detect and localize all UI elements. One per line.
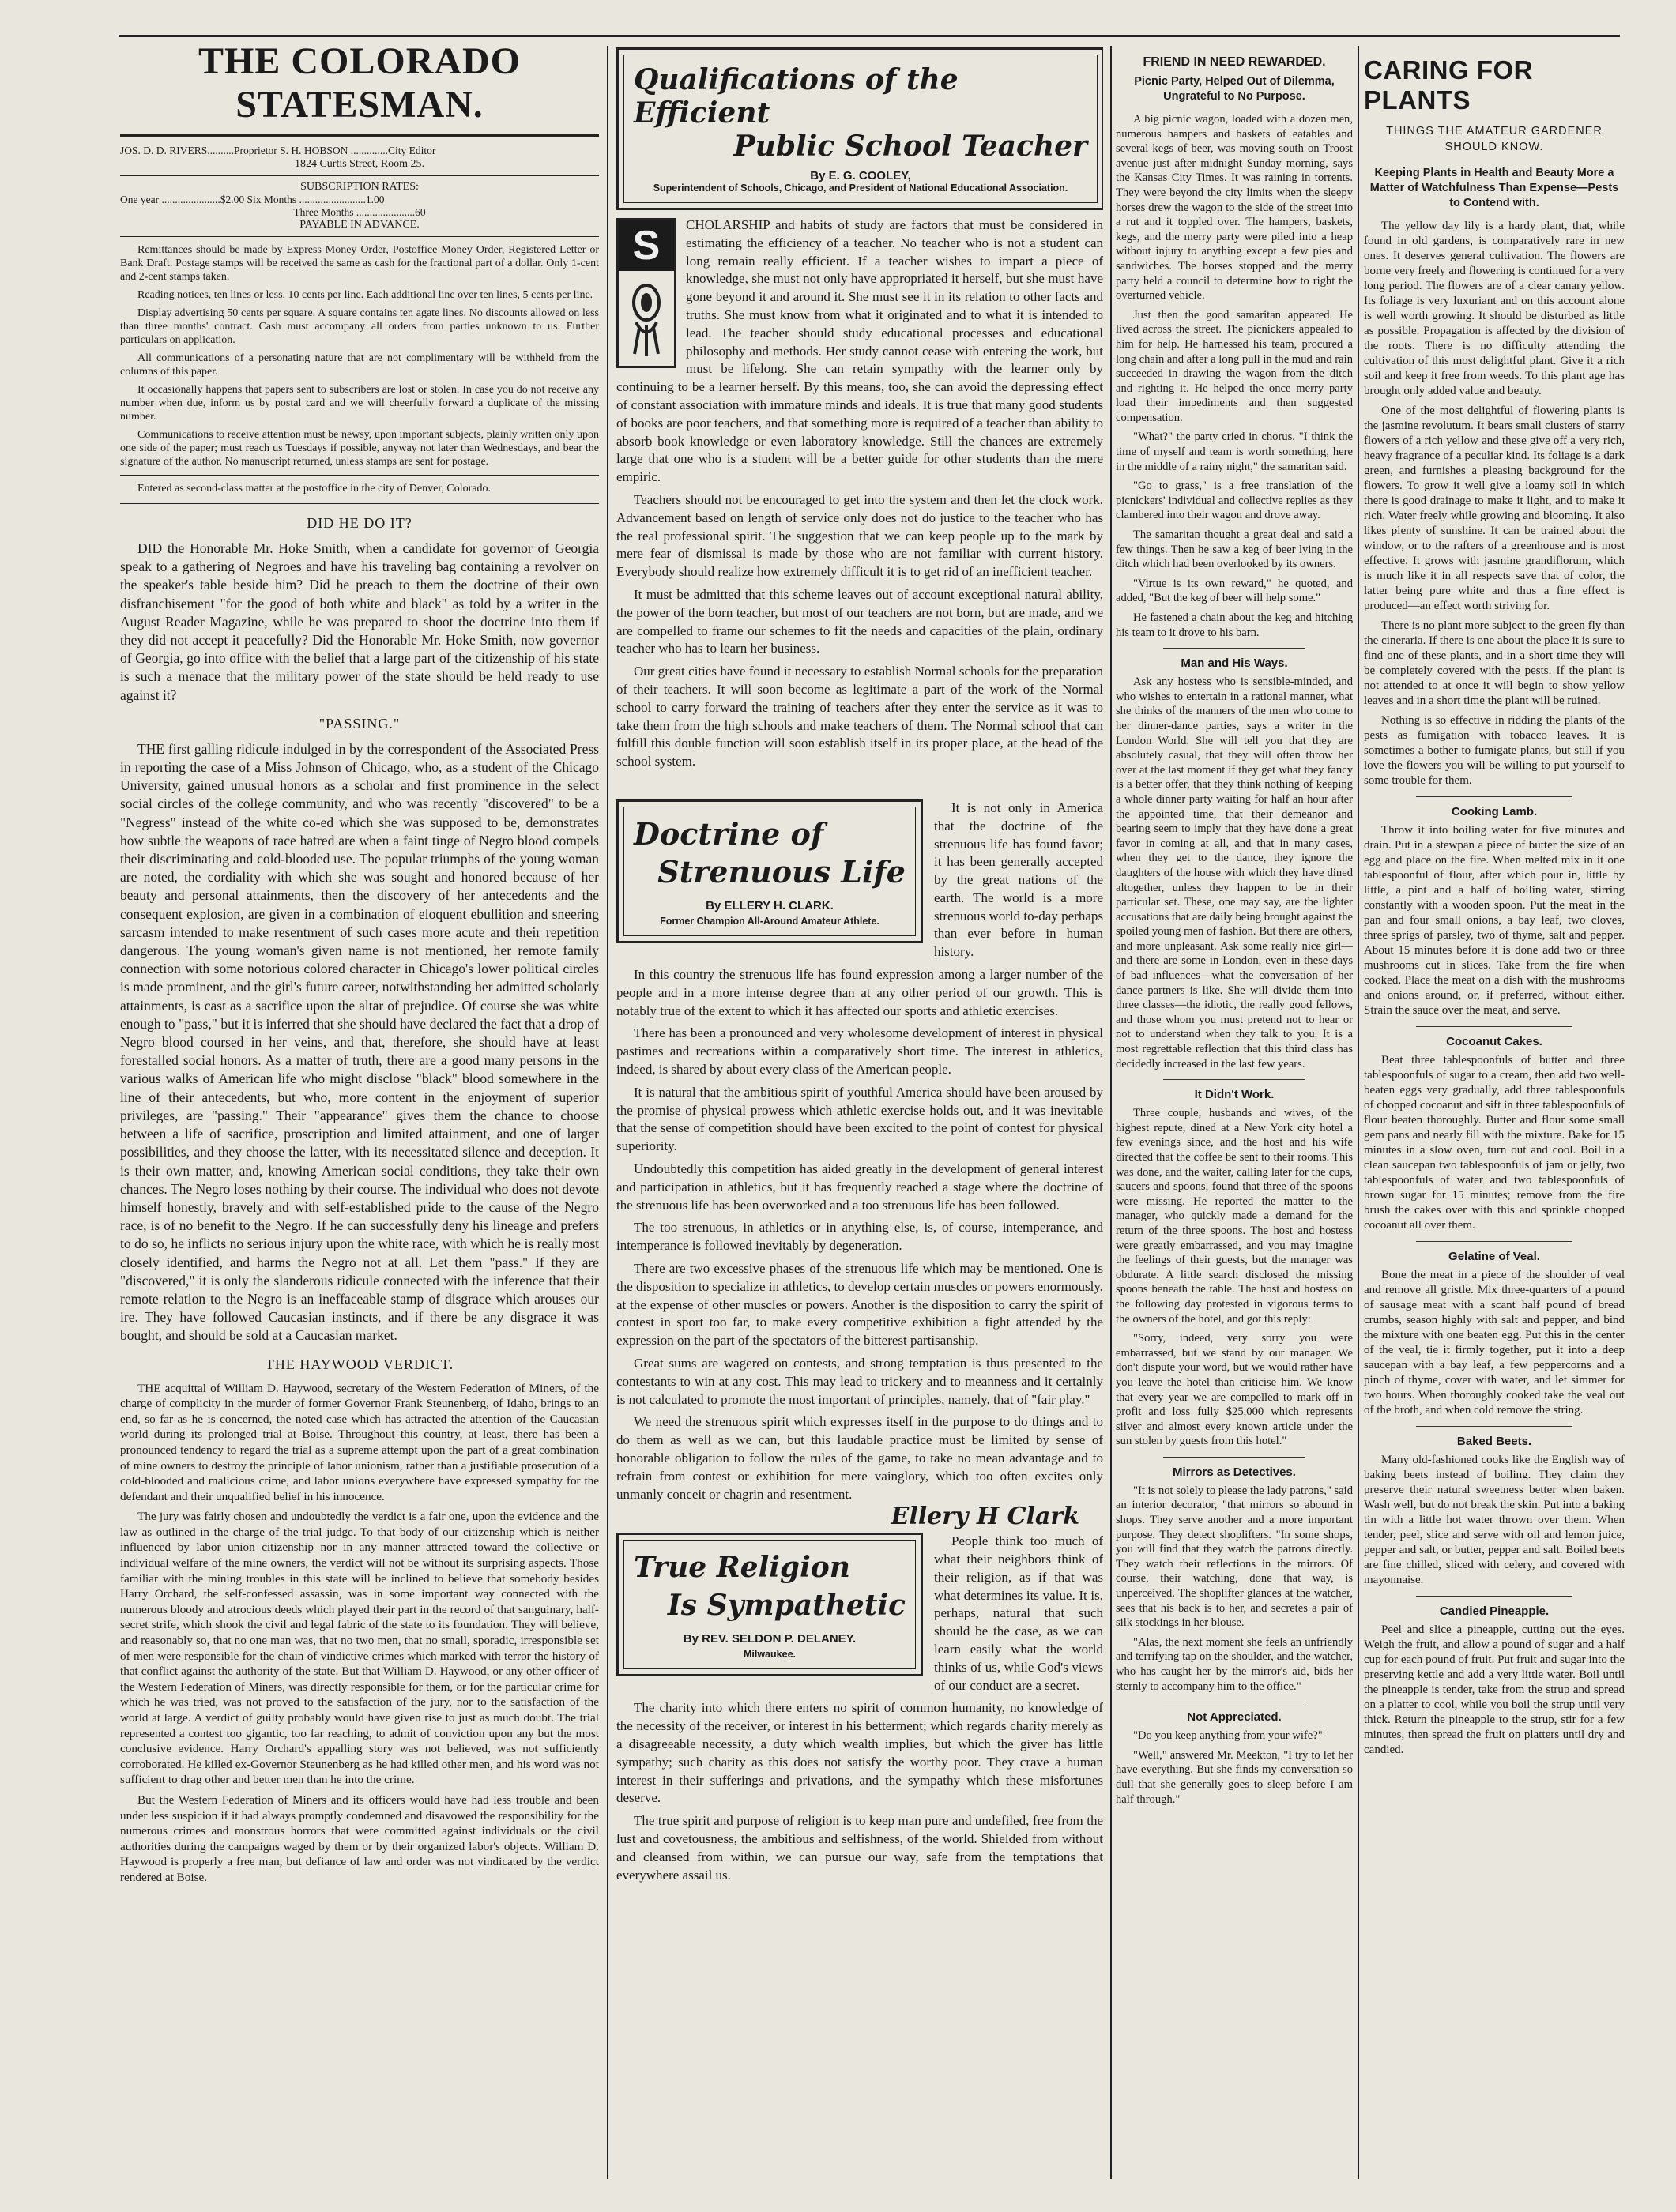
section-body: "Do you keep anything from your wife?" "Well," answered Mr. Meekton, "I try to let her have everything. But she finds my conversation so dull that she generally goes to sleep before I am half through." (1116, 1729, 1353, 1806)
recipe-heading: Cooking Lamb. (1451, 805, 1538, 818)
notices (120, 243, 599, 468)
editorial-body: THE acquittal of William D. Haywood, secretary of the Western Federation of Miners, of the charge of complicity in the murder of former Governor Frank Steunenberg, of Idaho, brings to an end, so far as he is concerned, the noted case which has attracted the attention of the Caucasian world during its prolonged trial at Boise. Throughout this country, at least, there has been a pronounced tendency to regard the trial as a supreme attempt upon the part of a great combination of mine owners to destroy the principle of labor unionism, rather than a justifiable prosecution of a cold-blooded and malicious crime, and labor unions everywhere have expressed sympathy for the defendant and their unqualified belief in his innocence. The jury was fairly chosen and undoubtedly the verdict is a fair one, upon the evidence and the law as outlined in the charge of the trial judge. To that body of our citizenship which is neither influenced by labor union citizenship nor in any manner attracted toward the collective or individual welfare of the mine owners, the verdict will not be without its surprising aspects. Those familiar with the mining troubles in this state will be inclined to believe that somebody besides Harry Orchard, the self-confessed assassin, was in some important way connected with the numerous bloody and atrocious deeds which played their part in the record of that sanguinary, half-secret strife, which shook the civil and legal fabric of the state to its foundation. They will believe, and reasonably so, that no one man was, that no two men, that no small, sporadic, irresponsible set of men were responsible for the chain of vindictive crimes which marked with terror the history of that conflict against the authority of the state. But that William D. Haywood, or any other officer of the Western Federation of Miners, was directly responsible for them, or for the particular crime for which he was tried, was not proved to the satisfaction of the jury, nor to the satisfaction of the world at large. A verdict of guilty probably would have given rise to just as much doubt. The trial represented a contest too gigantic, too far reaching, to admit of conviction upon any but the most conclusive evidence. Harry Orchard's appalling story was not believed, was not sufficiently corroborated. He killed ex-Governor Steunenberg as he had killed other men, and his word was not sufficient to drag other and better men than he into the crime. But the Western Federation of Miners and its officers would have had less trouble and been under less suspicion if it had always promptly condemned and disavowed the responsibility for the numerous crimes and monstrous horrors that were committed against individuals or the civil authorities during the campaigns waged by them or by their organized labor's objects. William D. Haywood is properly a free man, but defiance of law and order was not vindicated by the verdict rendered at Boise. (120, 1381, 599, 1884)
proprietor-line: JOS. D. D. RIVERS..........Proprietor S. H. HOBSON ..............City Editor (120, 145, 436, 156)
teacher-role: Superintendent of Schools, Chicago, and President of National Educational Association. (653, 182, 1068, 194)
notice: Reading notices, ten lines or less, 10 cents per line. Each additional line over ten lines, 5 cents per line. (137, 289, 593, 301)
section-deck: Picnic Party, Helped Out of Dilemma, Ungrateful to No Purpose. (1134, 75, 1335, 103)
editorial-heading: DID HE DO IT? (307, 515, 412, 531)
religion-byline: By REV. SELDON P. DELANEY. (683, 1632, 857, 1646)
religion-title-line1: True Religion (634, 1551, 850, 1585)
plants-title: CARING FOR PLANTS (1364, 55, 1533, 115)
rate-year: One year ......................$2.00 Six Months .........................1.00 (120, 194, 385, 205)
notice: Remittances should be made by Express Money Order, Postoffice Money Order, Registered Letter or Bank Draft. Postage stamps will be received the same as cash for the fractional part of a dollar. Only 1-cent and 2-cent stamps taken. (120, 244, 599, 283)
payable-notice: PAYABLE IN ADVANCE. (299, 219, 420, 231)
religion-role: Milwaukee. (744, 1648, 796, 1660)
top-rule (119, 35, 1620, 37)
editorial-heading: "PASSING." (318, 715, 401, 732)
recipe-heading: Candied Pineapple. (1439, 1604, 1550, 1618)
rate-three: Three Months ......................60 (293, 206, 426, 218)
recipe-heading: Baked Beets. (1456, 1435, 1532, 1448)
recipe-body: Throw it into boiling water for five minutes and drain. Put in a stewpan a piece of butter the size of an egg and place on the fire. When melted mix in it one tablespoonful of flour, after which pour in, little by little, a pint and a half of boiling water, stirring constantly with a wooden spoon. Put the meat in the pan and four small onions, a bay leaf, two cloves, three sprigs of parsley, two of thyme, salt and pepper. About 15 minutes before it is done add two or three mushrooms cut in slices. Take from the fire when cooked. Place the meat on a dish with the mushrooms and onions around, or, if preferred, without either. Strain the sauce over the meat, and serve. (1364, 824, 1625, 1017)
teacher-title-line2: Public School Teacher (733, 130, 1087, 163)
masthead-title: THE COLORADO STATESMAN. (198, 40, 522, 126)
strenuous-byline: By ELLERY H. CLARK. (706, 898, 834, 912)
masthead-address: 1824 Curtis Street, Room 25. (294, 158, 425, 170)
recipe-body: Peel and slice a pineapple, cutting out the eyes. Weigh the fruit, and allow a pound of sugar and a half cup for each pound of fruit. Put fruit and sugar into the preserving kettle and add a very little water. Boil until the pineapple is tender, take from the strup and spread on a platter to cool, while you boil the strup until very thick. Return the pineapple to the strup, stir for a few minutes, then spread the fruit on platters until dry and candied. (1364, 1623, 1625, 1756)
teacher-title-line1: Qualifications of the Efficient (634, 63, 959, 130)
editorial-body: DID the Honorable Mr. Hoke Smith, when a candidate for governor of Georgia speak to a gathering of Negroes and have his traveling bag containing a revolver on the speaker's table beside him? Did he preach to them the doctrine of their own disfranchisement "for the good of both white and black" as told by a writer in the August Reader Magazine, while he was prepared to shoot the doctrine into them if they did not accept it peacefully? Did the Honorable Mr. Hoke Smith, now governor of Georgia, go into office with the belief that a large part of the citizenship of his state is such a menace that the military power of the state should be held ready to use against it? (120, 540, 599, 703)
ornament-icon (619, 271, 674, 366)
column-rule (1110, 46, 1112, 2179)
section-heading: FRIEND IN NEED REWARDED. (1143, 55, 1326, 69)
teacher-body: S CHOLARSHIP and habits of study are factors that must be considered in estimating the efficiency of a teacher. No teacher who is not a student can long remain really efficient. If a teacher wishes to impart a piece of knowledge, she must not only have appropriated it herself, but she must have gone beyond it and around it. She must see it in its relation to other facts and truths. She must know from what it originated and to what it is intended to lead. The teacher should study educational processes and educational philosophy and methods. Her study cannot cease with entering the work, but must be lifelong. She can retain sympathy with the learner only by continuing to be a learner herself. By this means, too, she can avoid the depressing effect of constant association with immature minds and ideals. It is true that many good students of books are poor teachers, and that something more is required of a teacher than ability to absorb book knowledge or even laboratory knowledge. Still the chances are extremely large that one who is a student will be a better guide for other students than the mere empiric. Teachers should not be encouraged to get into the system and then let the clock work. Advancement based on length of service only does not do justice to the teacher who has the real professional spirit. The suggestion that we can keep people up to the mark by mere fear of dismissal is made by those who are not familiar with current history. Everybody should realize how extremely difficult it is to get rid of an inefficient teacher. It must be admitted that this scheme leaves out of account exceptional natural ability, the power of the born teacher, but most of our teachers are not born, but are made, and we are compelled to frame our schemes to fit the needs and capacities of the plain, ordinary teacher who has to learn her business. Our great cities have found it necessary to establish Normal schools for the preparation of their teachers. It will soon become as legitimate a part of the work of the Normal school to carry forward the training of teachers after they enter the service as it was to take them from the high schools and make teachers of them. The Normal school that can fulfill this double function will soon establish itself in its proper place, at the head of the school system. (616, 217, 1103, 769)
section-body: "It is not solely to please the lady patrons," said an interior decorator, "that mirrors so abound in shops. They serve another and a more important purpose. They detect shoplifters. "In some shops, you will find that they watch the patrons directly. They watch their reflections in the mirrors. Of course, their watching, done that way, is unperceived. The shoplifter glances at the watcher, sees that his back is to her, and secretes a pair of silk stockings in her blouse. "Alas, the next moment she feels an unfriendly and terrifying tap on the shoulder, and the watcher, who has caught her by the mirror's aid, bids her sternly to accompany him to the office." (1116, 1484, 1353, 1693)
strenuous-title-line2: Strenuous Life (657, 853, 906, 890)
recipe-heading: Gelatine of Veal. (1448, 1250, 1540, 1263)
column-editorial (120, 40, 599, 2172)
teacher-title-box (616, 47, 1103, 210)
notice: Communications to receive attention must be newsy, upon important subjects, plainly written only upon one side of the paper; must reach us Tuesdays if possible, anyway not later than Wednesdays, and bear the signature of the author. No manuscript returned, unless stamps are sent for postage. (120, 429, 599, 468)
section-heading: Not Appreciated. (1187, 1710, 1282, 1725)
editorial-body: THE first galling ridicule indulged in by the correspondent of the Associated Press in reporting the case of a Miss Johnson of Chicago, who, as a student of the Chicago University, gained unusual honors as a scholar and first prominence in the select social circles of the college community, and who was recently "discovered" to be a "Negress" instead of the white co-ed which she was supposed to be, demonstrates how subtle the weapons of race hatred are when a faint tinge of Negro blood compels their discriminating and cold-blooded use. The popular triumphs of the young woman are noted, the cordiality with which she was sought and honored because of her beauty and personal attainments, then the discovery of her antecedents and the consequent explosion, are given in a combination of eloquent ebullition and sneering sarcasm intended to make resentment of such cases more acute and their repetition dangerous. The young woman's given name is not mentioned, her remote family connection with some notorious colored character in Chicago's lower political circles is made prominent, and the girl's future career, notwithstanding her admitted scholarly attainments, is cast as a sacrifice upon the altar of prejudice. Of course she was white enough to "pass," but it is inferred that she should have declared the fact that a drop of Negro blood coursed in her veins, and that, therefore, she should have at least forestalled social honors. As a matter of truth, there are a good many persons in the various walks of American life who might disclose "black" blood somewhere in the line of their antecedents, but who, more content in the enjoyment of superior privileges, are "passing." Their "appearance" gives them the chance to choose between a life of sacrifice, proscription and limited attainment, and one of larger possibilities, and they choose the latter, with its necessitated silence and deception. It is their own matter, and, knowing American social conditions, they take their own chances. The Negro loses nothing by their course. The individual who does not devote himself honestly, bravely and with self-established pride to the cause of the Negro race, is of no benefit to the Negro. If he can successfully deny his lineage and prefers to do so, he inflicts no serious injury upon the white race, with which he is really most closely identified, and harms the Negro not at all. Let them "pass." If they are "discovered," it is only the slanderous ridicule connected with the inference that their remote relation to the Negro is an ineffaceable stamp of disgrace which arouses our ire. They have followed Caucasian instincts, and if there be any disgrace it was bought, and should be sold at a Caucasian market. (120, 740, 599, 1344)
column-rule (1358, 46, 1359, 2179)
recipe-body: Bone the meat in a piece of the shoulder of veal and remove all gristle. Mix three-quarters of a pound of sausage meat with a scant half pound of bread crumbs, season highly with salt and pepper, and bind the mixture with one beaten egg. Put this in the center of the veal, tie it firmly together, put it into a deep saucepan with a bay leaf, a few peppercorns and a pinch of thyme, cover with water, and let simmer for two hours. When thoroughly cooked take the veal out of the broth, and when cold remove the string. (1364, 1269, 1625, 1416)
plants-subhead: THINGS THE AMATEUR GARDENER SHOULD KNOW. (1386, 125, 1603, 153)
notice: Display advertising 50 cents per square. A square contains ten agate lines. No discounts allowed on less than three months' contract. Cash must accompany all orders from parties unknown to us. Further particulars on application. (120, 307, 599, 346)
religion-title-line2: Is Sympathetic (667, 1589, 906, 1623)
plants-deck: Keeping Plants in Health and Beauty More a Matter of Watchfulness Than Expense—Pests to Contend with. (1369, 167, 1619, 209)
column-articles (616, 47, 1103, 2180)
strenuous-title-box (616, 799, 923, 943)
entered-notice: Entered as second-class matter at the postoffice in the city of Denver, Colorado. (137, 483, 492, 495)
signature: Ellery H Clark (891, 1503, 1079, 1531)
section-heading: Man and His Ways. (1181, 656, 1288, 671)
section-body: Three couple, husbands and wives, of the highest repute, dined at a New York city hotel a few evenings since, and the host and his wife directed that the coffee be sent to their rooms. This was done, and the waiter, calling later for the cups, saucers and spoons, found that three of the spoons were missing. He reported the matter to the manager, who quickly made a demand for the return of the three spoons. The host and hostess were greatly embarrassed, and you may imagine the feelings of their guests, but the manager was obdurate. A little search disclosed the missing spoons beneath the table. The host and hostess on the following day protested in vigorous terms to the owners of the hotel, and got this reply: "Sorry, indeed, very sorry you were embarrassed, but we stand by our manager. We don't dispute your word, but we would rather have you leave the hotel than criticise him. We know that every year we are compelled to mark off in profit and loss fully $25,000 which represents silver and almost every known article under the sun stolen by guests from this hotel." (1116, 1107, 1353, 1448)
column-miscellany (1116, 47, 1353, 2180)
editorial-heading: THE HAYWOOD VERDICT. (265, 1356, 454, 1372)
recipe-body: Beat three tablespoonfuls of butter and three tablespoonfuls of sugar to a cream, then add two well-beaten eggs very gradually, add three tablespoonfuls of chopped cocoanut and sift in three tablespoonfuls of flour beaten thoroughly. Butter and flour some small gem pans and nearly fill with the mixture. Bake for 15 minutes in a slow oven, turn out and cool. Boil in a clean saucepan two tablespoonfuls of jam or jelly, two tablespoonfuls of water and two tablespoonfuls of brown sugar for 15 minutes; remove from the fire brush the cakes over with this and sprinkle chopped cocoanut all over them. (1364, 1054, 1625, 1232)
strenuous-body: Doctrine of Strenuous Life By ELLERY H. CLARK. Former Champion All-Around Amateur Athlete. It is not only in America that the doctrine of the strenuous life has found favor; it has been generally accepted by the great nations of the earth. The world is a more strenuous world to-day perhaps than ever before in human history. In this country the strenuous life has found expression among a larger number of the people and in a more intense degree than at any other period of our growth. This is notably true of the extent to which it has affected our sports and athletic exercises. There has been a pronounced and very wholesome development of interest in physical pastimes and recreations within a comparatively short time. The interest in athletics, indeed, is shared by about every class of the American people. It is natural that the ambitious spirit of youthful America should have been aroused by the promise of physical prowess which athletic exercise holds out, and it was inevitable that the sense of competition should have been excited to the point of contest for physical superiority. Undoubtedly this competition has aided greatly in the development of general interest and participation in athletics, but it has frequently reached a stage where the doctrine of the strenuous life has been overworked and a too strenuous life has been followed. The too strenuous, in athletics or in anything else, is, of course, intemperance, and intemperance is followed inevitably by degeneration. There are two excessive phases of the strenuous life which may be mentioned. One is the disposition to specialize in athletics, to develop certain muscles or powers enormously, at the expense of other muscles or powers. Another is the disposition to carry the spirit of contest in sport too far, to make every competitive exhibition a fight attended by the expression on the part of the spectators of the bitterest partisanship. Great sums are wagered on contests, and strong temptation is thus presented to the contestants to win at any cost. This may lead to trickery and to meanness and it certainly is not calculated to promote the most important of principles, namely, that of "fair play." We need the strenuous spirit which expresses itself in the purpose to do things and to do them as well as we can, but this laudable practice must be limited by sense of honorable obligation to follow the rules of the game, to take no mean advantage and to refrain from contest or exhibition for mere vainglory, which too often excites only unmanly conceit or chagrin and resentment. Ellery H Clark (616, 799, 1103, 1531)
drop-cap: S (616, 218, 676, 368)
section-heading: Mirrors as Detectives. (1173, 1465, 1296, 1479)
recipe-heading: Cocoanut Cakes. (1446, 1035, 1542, 1048)
recipe-body: Many old-fashioned cooks like the English way of baking beets instead of boiling. They claim they preserve their natural sweetness better when baken. Wash well, but do not break the skin. Put into a baking tin with a little hot water thrown over them. When tender, peel, slice and serve with oil and lemon juice, pepper and salt, or butter, pepper and salt. Boiled beets are fine chilled, sliced with celery, and covered with mayonnaise. (1364, 1454, 1625, 1586)
column-plants (1364, 55, 1625, 2188)
section-heading: It Didn't Work. (1194, 1088, 1275, 1102)
strenuous-role: Former Champion All-Around Amateur Athlete. (660, 915, 879, 927)
rates-heading: SUBSCRIPTION RATES: (300, 181, 419, 193)
section-body: A big picnic wagon, loaded with a dozen men, numerous hampers and baskets of eatables and several kegs of beer, was moving south on Troost avenue just after midnight Sunday morning, says the Kansas City Times. It was raining in torrents. They were beyond the city limits when the sleepy horses drew the wagon to the side of the street into a rut and it toppled over. The hampers, baskets, kegs, and the merry party were piled into a heap without injury to anything except a few pies and sandwiches. The horses stopped and the merry party held a council to determine how to right the overturned vehicle. Just then the good samaritan appeared. He lived across the street. The picnickers appealed to him for help. He harnessed his team, procured a long chain and after a long pull in the mud and rain succeeded in drawing the wagon from the ditch and righting it. He helped the once merry party load their impediments and then suggested compensation. "What?" the party cried in chorus. "I think the time of myself and team is worth something, here in the middle of a rainy night," the samaritan said. "Go to grass," is a free translation of the picnickers' individual and collective replies as they clambered into their wagon and drove away. The samaritan thought a great deal and said a few things. Then he saw a keg of beer lying in the ditch which had been overlooked by its owners. "Virtue is its own reward," he quoted, and added, "But the keg of beer will help some." He fastened a chain about the keg and hitching his team to it drove to his barn. (1116, 113, 1353, 639)
notice: It occasionally happens that papers sent to subscribers are lost or stolen. In case you do not receive any number when due, inform us by postal card and we will cheerfully forward a duplicate of the missing number. (120, 384, 599, 423)
teacher-byline: By E. G. COOLEY, (810, 169, 911, 182)
plants-body: The yellow day lily is a hardy plant, that, while found in old gardens, is comparatively rare in new ones. It deserves general cultivation. The flowers are borne very freely and flowering is continued for a very long period. The flowers are of a clear canary yellow. Its foliage is very luxuriant and on this account alone is well worth growing. It should be disturbed as little as possible. Propagation is affected by the division of the roots. There is no difficulty attending the cultivation of this most delightful plant. Give it a rich soil and keep it free from weeds. To this plant age has brought only added value and beauty. One of the most delightful of flowering plants is the jasmine revolutum. It bears small clusters of starry flowers of a rich yellow and these give off a very rich, heavy fragrance of a peculiar kind. Its foliage is a dark green, and furnishes a pleasing background for the flowers. To grow it well give a loamy soil in which there is good drainage to make it light, and to make it rich. Water freely while growing and blooming. It also likes plenty of sunshine. It can be trained about the window, or to the rafters of a greenhouse and is most effective. It grows with jasmine grandiflorum, which is much like it in all respects save that of color, the latter being pure white and thus a fine effect is produced—an effect worth striving for. There is no plant more subject to the green fly than the cineraria. If there is one about the place it is sure to find one of these plants, and in a short time they will be completely covered with the pests. If the plant is not attended to at once it will begin to show yellow leaves and in a short time the plant will be ruined. Nothing is so effective in ridding the plants of the pests as fumigation with tobacco leaves. It is sometimes a bother to fumigate plants, but still if you love the flowers you will be willing to put yourself to some trouble for them. (1364, 220, 1625, 787)
section-body: Ask any hostess who is sensible-minded, and who wishes to entertain in a rational manner, what she thinks of the manners of the men who come to her dinner-dance parties, says a writer in the London World. She will tell you that they are absolutely casual, that they will often throw her over at the last moment if they get what they fancy is a better offer, that they think nothing of keeping a whole dinner party waiting for half an hour after the appointed time, that their demeanor and bearing seem to imply that they have done a great favor in coming at all, and that in many cases, when they get to the dance, they ignore the daughters of the house with which they have dined altogether, unless they happen to be in their particular set. These, one may say, are the lighter accusations that are daily being brought against the spoiled young men of fashion. But there are others, and more unpleasant. Ask some really nice girl—and there are some in London, even in these days of bad influences—what the conversation of her dance partners is like. She will divide them into three classes—the idiotic, the really good fellows, and those whom you must pretend not to hear or not to understand when they talk to you. It is a most regrettable reflection that this third class has decidedly increased in the last few years. (1116, 675, 1353, 1070)
column-rule (607, 46, 608, 2179)
strenuous-title-line1: Doctrine of (634, 815, 824, 852)
notice: All communications of a personating nature that are not complimentary will be withheld from the columns of this paper. (120, 352, 599, 378)
religion-title-box (616, 1533, 923, 1676)
religion-body: True Religion Is Sympathetic By REV. SELDON P. DELANEY. Milwaukee. People think too much of what their neighbors think of their religion, as if that was what determines its value. It is, perhaps, natural that such should be the case, as we can learn easily what the world thinks of us, while God's views of our conduct are a secret. The charity into which there enters no spirit of common humanity, no knowledge of the necessity of the receiver, or interest in his betterment; which regards charity merely as a disagreeable necessity, a duty which wealth implies, but which the giver has little sympathy; such charity as this does not satisfy the worthy poor. They crave a human interest in their sufferings and privations, and the sympathy which these misfortunes deserve. The true spirit and purpose of religion is to keep man pure and undefiled, free from the lust and covetousness, the ambitious and selfishness, of the world. Shielded from without and cleansed from within, we can pursue our way, safe from the temptations that everywhere assail us. (616, 1533, 1103, 1883)
